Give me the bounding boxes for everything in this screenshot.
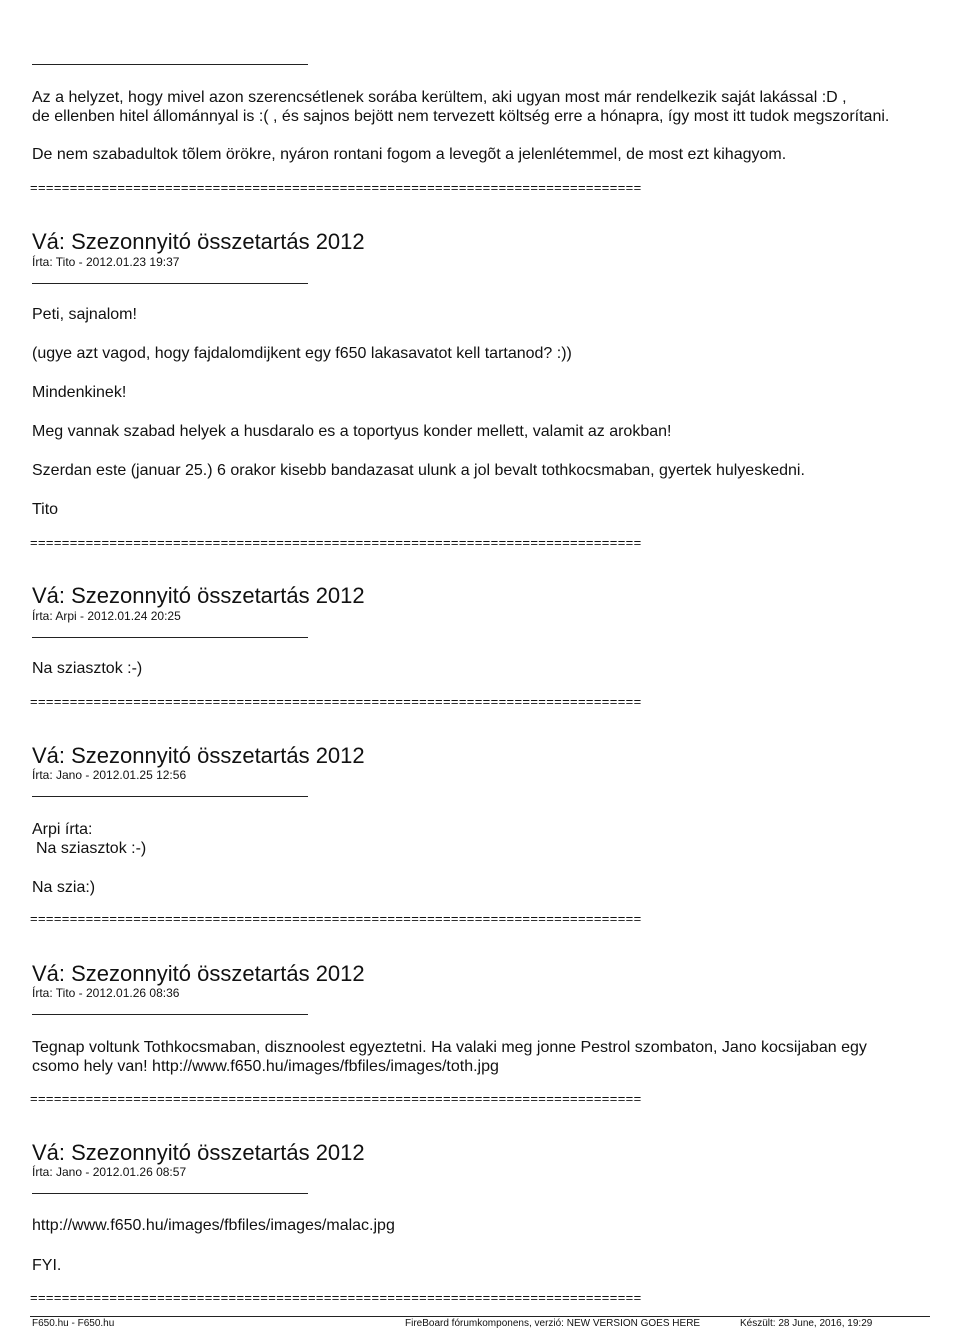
post-line: csomo hely van! http://www.f650.hu/images/fbfiles/images/toth.jpg [32,1058,499,1075]
post-meta: Írta: Jano - 2012.01.26 08:57 [32,1165,187,1179]
intro-line: de ellenben hitel állománnyal is :( , és sajnos bejött nem tervezett költség erre a hónapra, így most itt tudok megszorítani. [32,108,890,125]
separator-line: ============================================================================= [30,911,642,926]
intro-line: Az a helyzet, hogy mivel azon szerencsétlenek sorába kerültem, aki ugyan most már rendelkezik saját lakással :D , [32,89,847,106]
post-title: Vá: Szezonnyitó összetartás 2012 [32,583,365,608]
post-line: Meg vannak szabad helyek a husdaralo es a toportyus konder mellett, valamit az arokban! [32,423,672,440]
footer-rule [30,1316,930,1317]
intro-line: De nem szabadultok tõlem örökre, nyáron rontani fogom a levegõt a jelenlétemmel, de most ezt kihagyom. [32,146,787,163]
top-rule [32,64,308,65]
post-rule [32,1193,308,1194]
separator-line: ============================================================================= [30,694,642,709]
post-rule [32,1014,308,1015]
post-rule [32,796,308,797]
separator-line: ============================================================================= [30,535,642,550]
post-line: (ugye azt vagod, hogy fajdalomdijkent egy f650 lakasavatot kell tartanod? :)) [32,345,572,362]
quote-author: Arpi írta: [32,821,93,838]
post-meta: Írta: Jano - 2012.01.25 12:56 [32,768,187,782]
post-line: Mindenkinek! [32,384,127,401]
post-line: FYI. [32,1257,62,1274]
separator-line: ============================================================================= [30,180,642,195]
post-title: Vá: Szezonnyitó összetartás 2012 [32,1140,365,1165]
post-line: Szerdan este (januar 25.) 6 orakor kisebb bandazasat ulunk a jol bevalt tothkocsmaban, gyertek hulyeskedni. [32,462,805,479]
post-line: Na szia:) [32,879,96,896]
post-line: Tito [32,501,59,518]
post-title: Vá: Szezonnyitó összetartás 2012 [32,229,365,254]
footer-generated: Készült: 28 June, 2016, 19:29 [740,1318,873,1329]
post-meta: Írta: Arpi - 2012.01.24 20:25 [32,609,181,623]
post-line: Na sziasztok :-) [32,660,143,677]
footer-site: F650.hu - F650.hu [32,1318,115,1329]
post-meta: Írta: Tito - 2012.01.23 19:37 [32,255,180,269]
post-title: Vá: Szezonnyitó összetartás 2012 [32,961,365,986]
quote-text: Na sziasztok :-) [36,840,147,857]
separator-line: ============================================================================= [30,1091,642,1106]
post-rule [32,637,308,638]
post-line: http://www.f650.hu/images/fbfiles/images/malac.jpg [32,1217,395,1234]
post-rule [32,283,308,284]
post-title: Vá: Szezonnyitó összetartás 2012 [32,743,365,768]
separator-line: ============================================================================= [30,1290,642,1305]
post-meta: Írta: Tito - 2012.01.26 08:36 [32,986,180,1000]
post-line: Tegnap voltunk Tothkocsmaban, disznoolest egyeztetni. Ha valaki meg jonne Pestrol szombaton, Jano kocsijaban egy [32,1039,867,1056]
footer-component: FireBoard fórumkomponens, verzió: NEW VERSION GOES HERE [405,1318,701,1329]
post-line: Peti, sajnalom! [32,306,137,323]
